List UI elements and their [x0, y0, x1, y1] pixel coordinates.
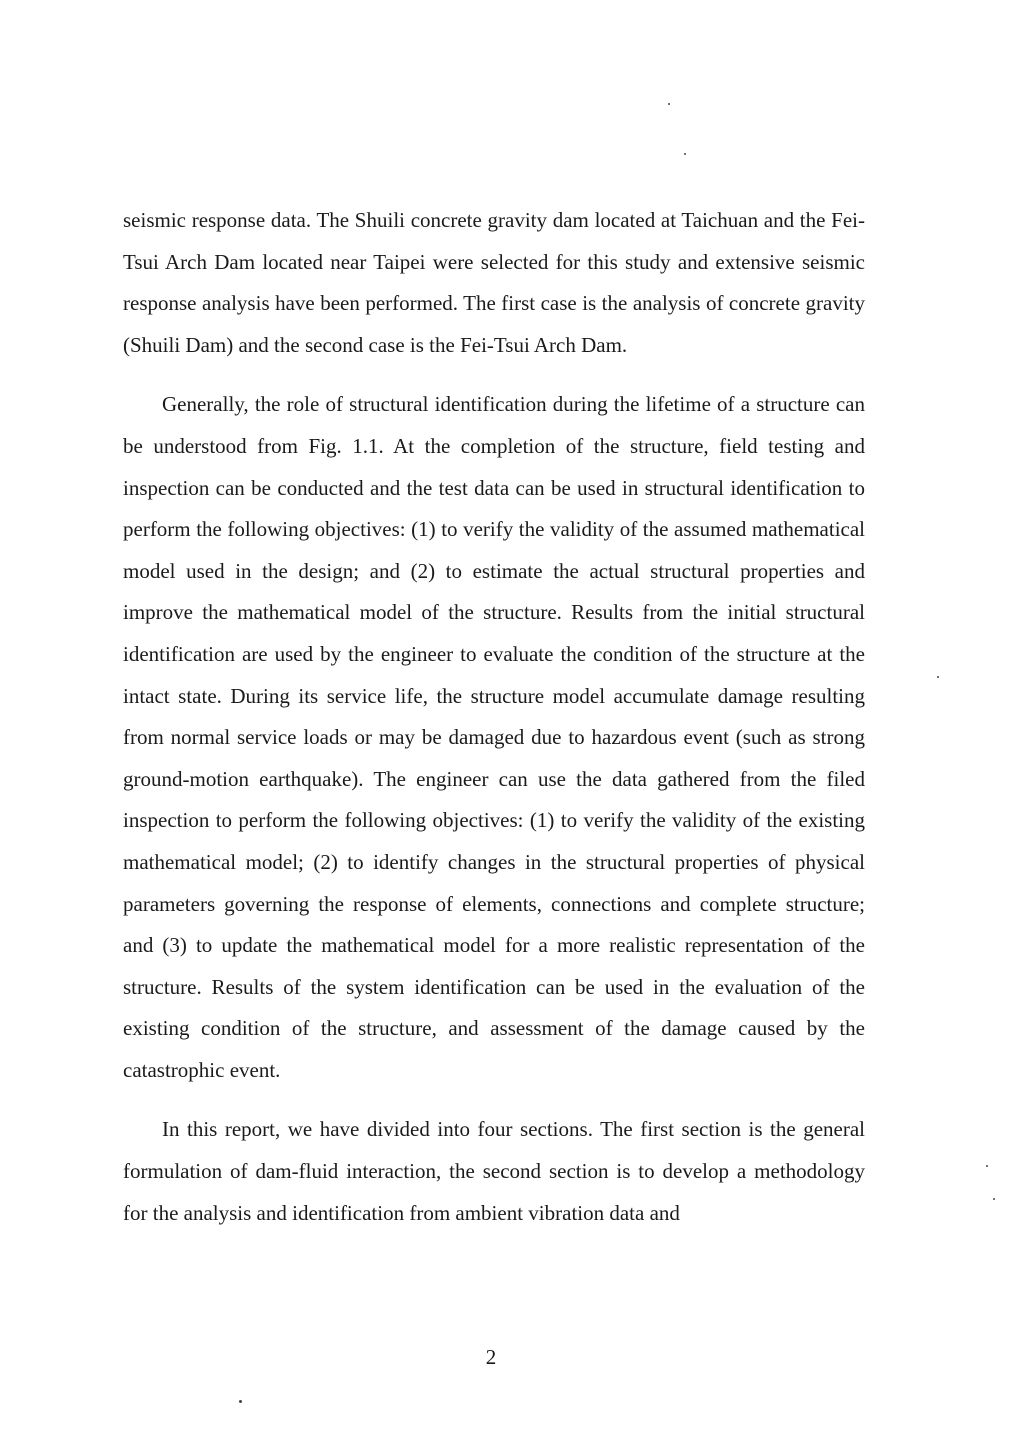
paragraph-report-outline: In this report, we have divided into four sections. The first section is the general formulation of dam-fluid interaction, the second section is to develop a methodology for the analysis and identification from ambient vibration data and [123, 1117, 865, 1225]
scan-speck [986, 1165, 988, 1167]
paragraph-continuation: seismic response data. The Shuili concrete gravity dam located at Taichuan and the Fei-Tsui Arch Dam located near Taipei were selected for this study and extensive seismic response analysis have been performed. The first case is the analysis of concrete gravity (Shuili Dam) and the second case is the Fei-Tsui Arch Dam. [123, 208, 865, 357]
body-text [123, 200, 865, 1234]
scan-speck [993, 1198, 995, 1200]
paragraph-structural-identification: Generally, the role of structural identification during the lifetime of a structure can be understood from Fig. 1.1. At the completion of the structure, field testing and inspection can be conducted and the test data can be used in structural identification to perform the following objectives: (1) to verify the validity of the assumed mathematical model used in the design; and (2) to estimate the actual structural properties and improve the mathematical model of the structure. Results from the initial structural identification are used by the engineer to evaluate the condition of the structure at the intact state. During its service life, the structure model accumulate damage resulting from normal service loads or may be damaged due to hazardous event (such as strong ground-motion earthquake). The engineer can use the data gathered from the filed inspection to perform the following objectives: (1) to verify the validity of the existing mathematical model; (2) to identify changes in the structural properties of physical parameters governing the response of elements, connections and complete structure; and (3) to update the mathematical model for a more realistic representation of the structure. Results of the system identification can be used in the evaluation of the existing condition of the structure, and assessment of the damage caused by the catastrophic event. [123, 392, 865, 1082]
page-number: 2 [485, 1345, 497, 1369]
scan-speck [668, 103, 670, 105]
scan-speck [937, 676, 939, 678]
scan-speck [239, 1400, 242, 1403]
scan-speck [684, 153, 686, 155]
